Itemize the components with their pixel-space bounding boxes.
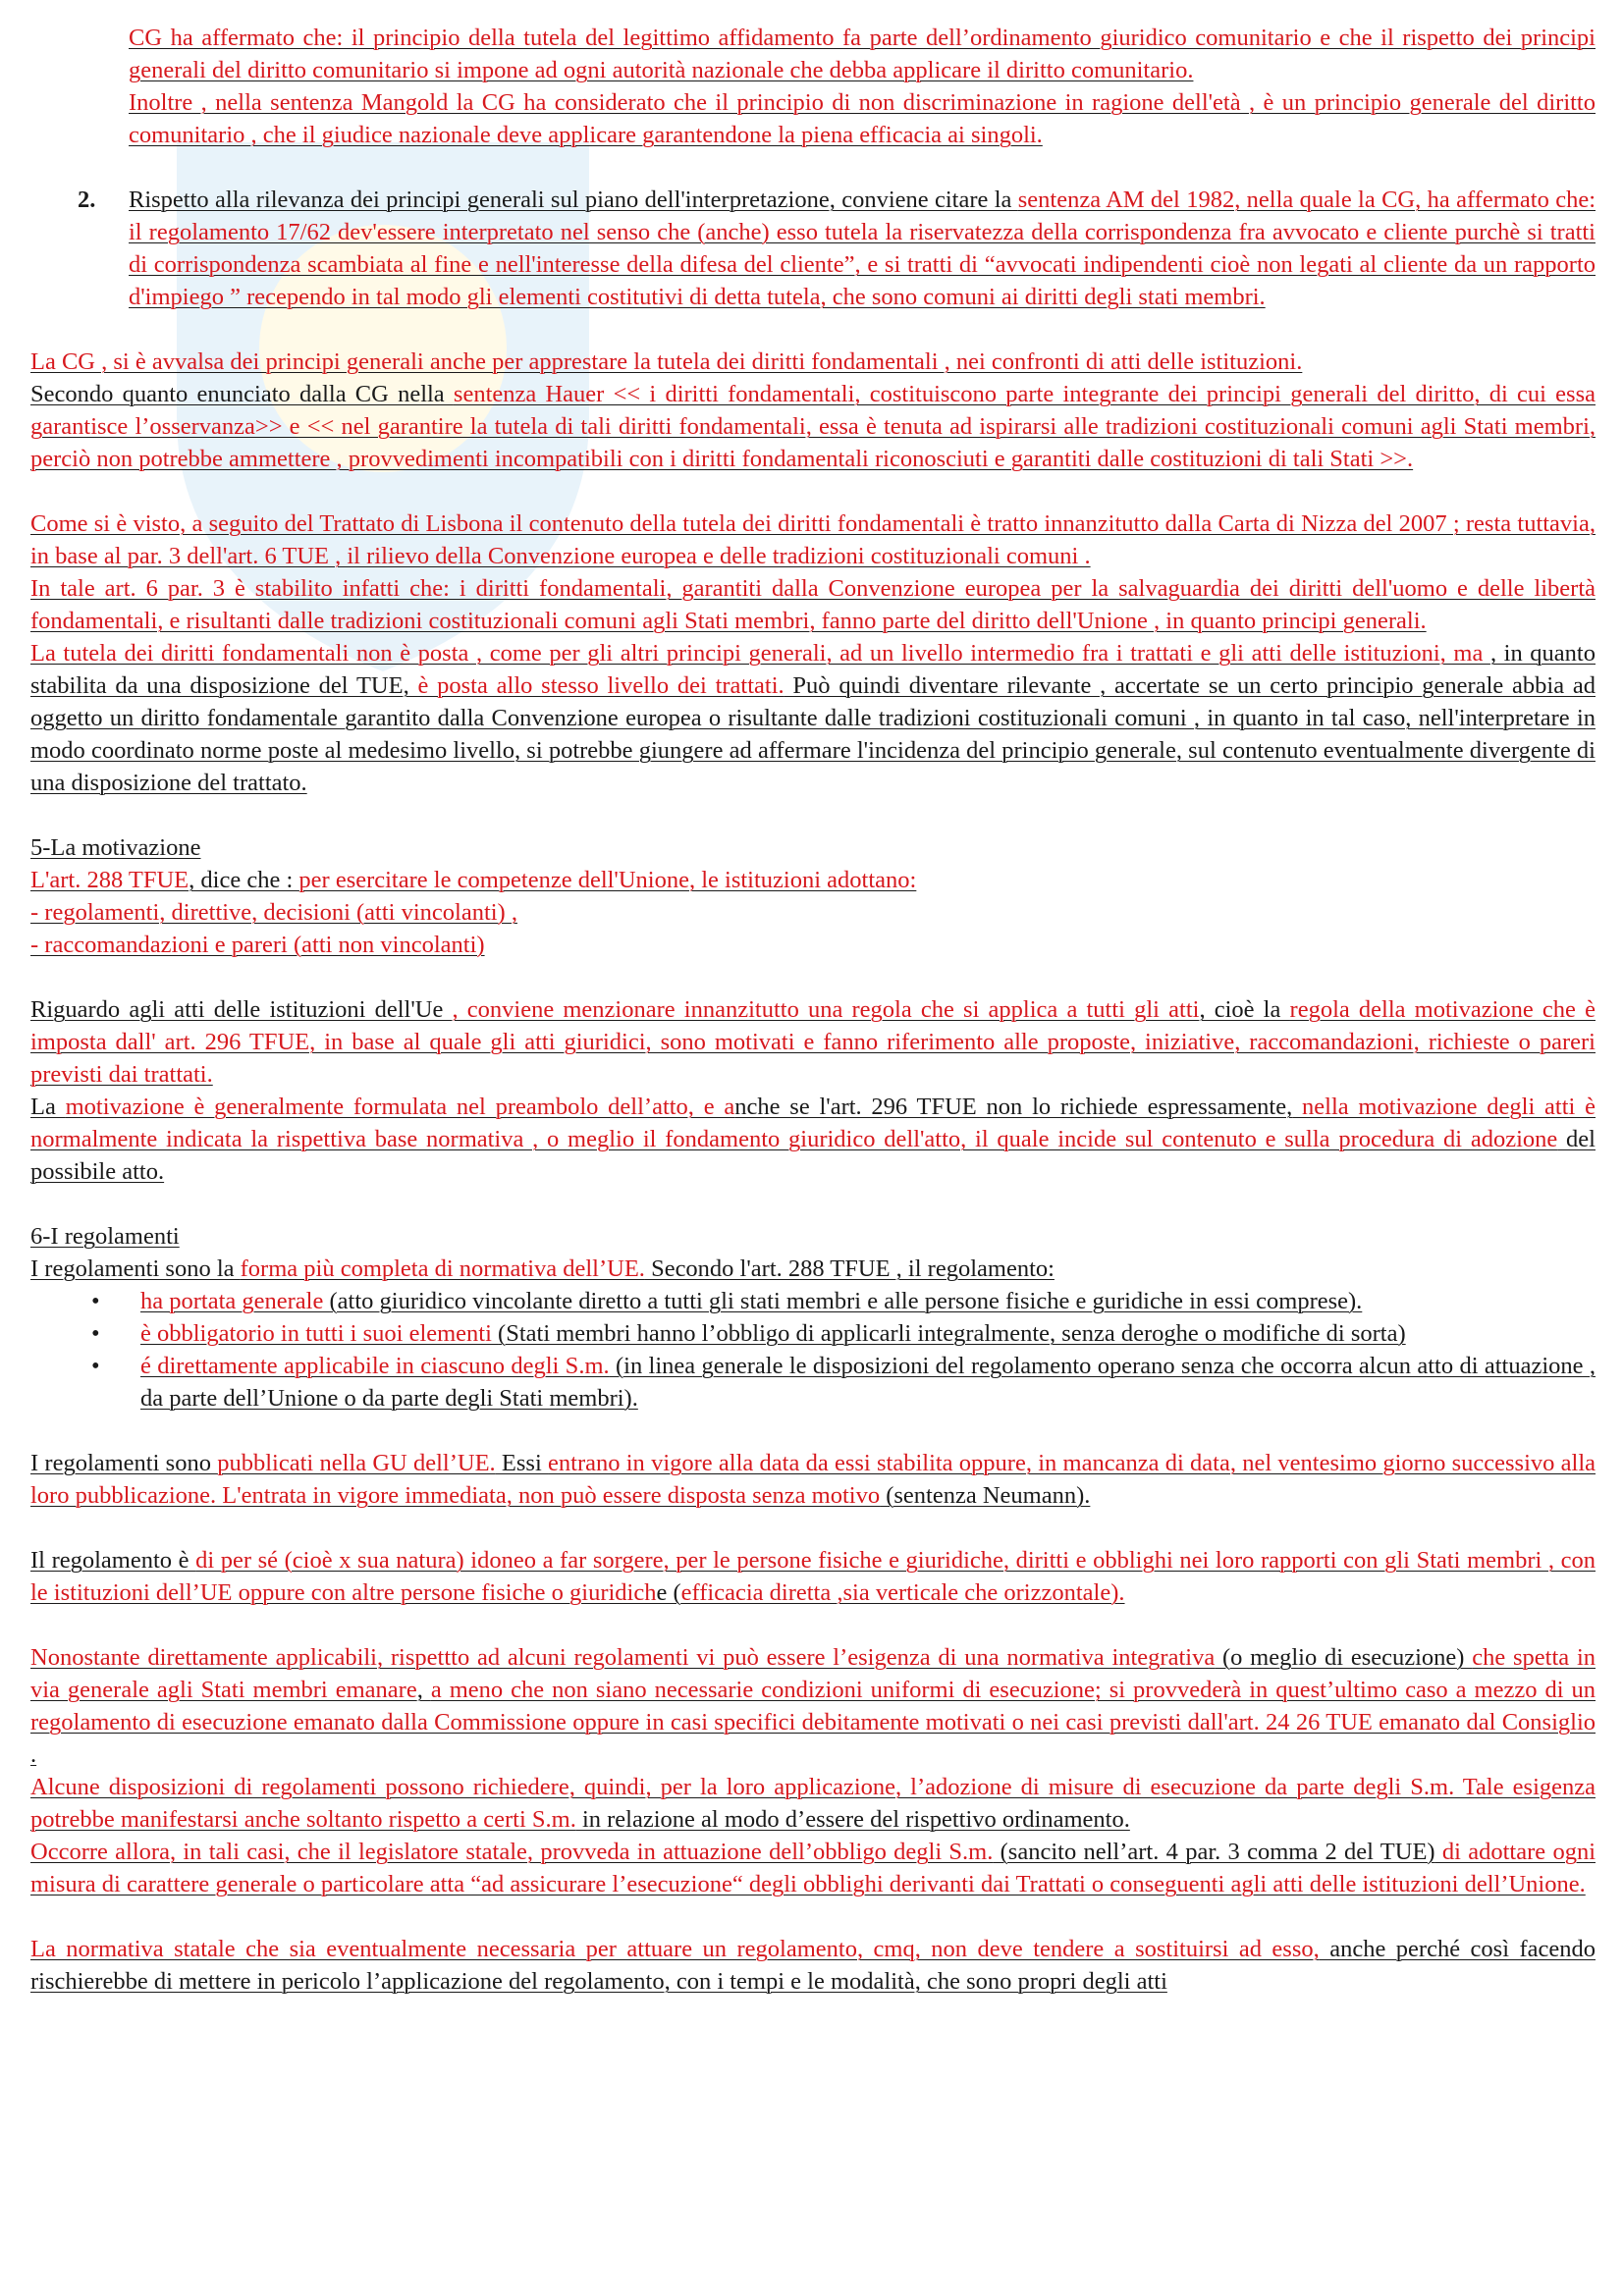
- paragraph-tutela-livello: [30, 637, 1596, 799]
- text-run: - regolamenti, direttive, decisioni (atti vincolanti) ,: [30, 899, 517, 926]
- text-run: a meno che non siano necessarie condizioni uniformi di esecuzione; si provvederà in quest’ultimo caso a mezzo di un regolamento di esecuzione emanato dalla Commissione oppure in casi specifici debitamente motivati o nei casi previsti dall'art. 24 26 TUE emanato dal Consiglio: [30, 1677, 1596, 1735]
- document-page: [30, 22, 1596, 1998]
- text-run: (sentenza Neumann).: [880, 1482, 1091, 1509]
- text-run: anche perché così facendo rischierebbe di mettere in pericolo l’applicazione del regolamento, con i tempi e le modalità, che sono propri degli atti: [30, 1936, 1596, 1995]
- dash-item: [30, 896, 1596, 929]
- text-run: Nonostante direttamente applicabili, rispettto ad alcuni regolamenti vi può essere l’esigenza di una normativa integrativa: [30, 1644, 1216, 1671]
- text-run: Secondo l'art. 288 TFUE , il regolamento:: [644, 1255, 1055, 1282]
- text-run: per esercitare le competenze dell'Unione, le istituzioni adottano:: [298, 867, 917, 893]
- text-run: entrano in vigore alla data da essi stabilita oppure, in mancanza di data, nel ventesimo giorno successivo alla loro pubblicazione. L'entrata in vigore immediata, non può essere disposta senza motivo: [30, 1450, 1596, 1509]
- text-run: L'art. 288 TFUE: [30, 867, 189, 893]
- paragraph-legislatore-statale: [30, 1836, 1596, 1900]
- text-run: efficacia diretta ,sia verticale che orizzontale).: [680, 1579, 1125, 1606]
- paragraph-text: [129, 22, 1596, 86]
- text-run: (in linea generale le disposizioni del regolamento operano senza che occorra alcun atto di attuazione , da parte dell’Unione o da parte degli Stati membri).: [140, 1353, 1596, 1412]
- text-run: (sancito nell’art. 4 par. 3 comma 2 del TUE): [993, 1839, 1435, 1865]
- text-run: La tutela dei diritti fondamentali non è posta , come per gli altri principi generali, ad un livello intermedio fra i trattati e gli atti delle istituzioni, ma: [30, 640, 1490, 667]
- text-run: La normativa statale che sia eventualmente necessaria per attuare un regolamento, cmq, non deve tendere a sostituirsi ad esso,: [30, 1936, 1320, 1962]
- text-run: Può quindi diventare rilevante , accertate se un certo principio generale abbia ad oggetto un diritto fondamentale garantito dalla Convenzione europea o risultante dalle tradizioni costituzionali comuni , in quanto in tal caso, nell'interpretare in modo coordinato norme poste al medesimo livello, si potrebbe giungere ad affermare l'incidenza del principio generale, sul contenuto eventualmente divergente di una disposizione del trattato.: [30, 672, 1596, 796]
- text-run: 5-La motivazione: [30, 834, 201, 861]
- text-run: I regolamenti sono la: [30, 1255, 241, 1282]
- text-run: del possibile atto.: [30, 1126, 1596, 1185]
- bullet-icon: •: [91, 1288, 100, 1314]
- paragraph-motivazione-regola: [30, 993, 1596, 1091]
- text-run: è obbligatorio in tutti i suoi elementi: [140, 1320, 499, 1347]
- text-run: - raccomandazioni e pareri (atti non vincolanti): [30, 932, 485, 958]
- text-run: e (: [656, 1579, 681, 1606]
- paragraph-efficacia: [30, 1544, 1596, 1609]
- paragraph-art288: [30, 864, 1596, 896]
- list-number: 2.: [78, 187, 96, 213]
- text-run: Occorre allora, in tali casi, che il legislatore statale, provveda in attuazione dell’obbligo degli S.m.: [30, 1839, 994, 1865]
- text-run: , cioè la: [1199, 996, 1290, 1023]
- text-run: Il regolamento è: [30, 1547, 196, 1574]
- text-run: CG ha affermato che: il principio della tutela del legittimo affidamento fa parte dell’ordinamento giuridico comunitario e che il rispetto dei principi generali del diritto comunitario si impone ad ogni autorità nazionale che debba applicare il diritto comunitario.: [129, 25, 1596, 83]
- paragraph-regolamenti-intro: [30, 1253, 1596, 1285]
- paragraph-lisbona: [30, 507, 1596, 572]
- text-run: In tale art. 6 par. 3 è stabilito infatti che: i diritti fondamentali, garantiti dalla Convenzione europea per la salvaguardia dei diritti dell'uomo e delle libertà fondamentali, e risultanti dalle tradizioni costituzionali comuni agli Stati membri, fanno parte del diritto dell'Unione , in quanto principi generali.: [30, 575, 1596, 634]
- paragraph-art6: [30, 572, 1596, 637]
- text-run: , conviene menzionare innanzitutto una regola che si applica a tutti gli atti: [452, 996, 1200, 1023]
- text-run: La: [30, 1094, 66, 1120]
- section-heading-regolamenti: [30, 1220, 1596, 1253]
- text-run: forma più completa di normativa dell’UE.: [240, 1255, 645, 1282]
- text-run: Secondo quanto enunciato dalla CG nella: [30, 381, 454, 407]
- paragraph-misure-esecuzione: [30, 1771, 1596, 1836]
- paragraph-text: [129, 86, 1596, 151]
- text-run: motivazione è generalmente formulata nel preambolo dell’atto, e a: [65, 1094, 735, 1120]
- text-run: , in quanto stabilita da una disposizione del TUE,: [30, 640, 1596, 699]
- paragraph-pubblicazione: [30, 1447, 1596, 1512]
- bullet-item: [91, 1285, 1596, 1317]
- text-run: che spetta in via generale agli Stati membri emanare: [30, 1644, 1596, 1703]
- bullet-icon: •: [91, 1353, 100, 1379]
- text-run: ha portata generale: [140, 1288, 330, 1314]
- text-run: Essi: [495, 1450, 549, 1476]
- paragraph-hauer: [30, 378, 1596, 475]
- text-run: Come si è visto, a seguito del Trattato di Lisbona il contenuto della tutela dei diritti fondamentali è tratto innanzitutto dalla Carta di Nizza del 2007 ; resta tuttavia, in base al par. 3 dell'art. 6 TUE , il rilievo della Convenzione europea e delle tradizioni costituzionali comuni .: [30, 510, 1596, 569]
- paragraph-affidamento: [129, 22, 1596, 151]
- bullet-icon: •: [91, 1320, 100, 1347]
- text-run: La CG , si è avvalsa dei principi generali anche per apprestare la tutela dei diritti fondamentali , nei confronti di atti delle istituzioni.: [30, 348, 1303, 375]
- text-run: sentenza Hauer << i diritti fondamentali, costituiscono parte integrante dei principi generali del diritto, di cui essa garantisce l’osservanza>> e << nel garantire la tutela di tali diritti fondamentali, essa è tenuta ad ispirarsi alle tradizioni costituzionali comuni agli Stati membri, perciò non potrebbe ammettere , provvedimenti incompatibili con i diritti fondamentali riconosciuti e garantiti dalle costituzioni di tali Stati >>.: [30, 381, 1596, 472]
- text-run: é direttamente applicabile in ciascuno degli S.m.: [140, 1353, 610, 1379]
- bullet-item: [91, 1350, 1596, 1415]
- text-run: Rispetto alla rilevanza dei principi generali sul piano dell'interpretazione, conviene citare la: [129, 187, 1018, 213]
- dash-item: [30, 929, 1596, 961]
- text-run: Inoltre , nella sentenza Mangold la CG ha considerato che il principio di non discriminazione in ragione dell'età , è un principio generale del diritto comunitario , che il giudice nazionale deve applicare garantendone la piena efficacia ai singoli.: [129, 89, 1596, 148]
- text-run: pubblicati nella GU dell’UE.: [217, 1450, 496, 1476]
- text-run: Riguardo agli atti delle istituzioni dell'Ue: [30, 996, 453, 1023]
- text-run: regola della motivazione che è imposta dall' art. 296 TFUE, in base al quale gli atti giuridici, sono motivati e fanno riferimento alle proposte, iniziative, raccomandazioni, richieste o pareri previsti dai trattati.: [30, 996, 1596, 1088]
- text-run: 6-I regolamenti: [30, 1223, 180, 1250]
- numbered-item-2: [78, 184, 1596, 313]
- text-run: (Stati membri hanno l’obbligo di applicarli integralmente, senza deroghe o modifiche di sorta): [498, 1320, 1406, 1347]
- bullet-list: [30, 1285, 1596, 1415]
- text-run: , dice che :: [189, 867, 299, 893]
- text-run: .: [30, 1741, 37, 1768]
- text-run: (atto giuridico vincolante diretto a tutti gli stati membri e alle persone fisiche e guridiche in essi comprese).: [329, 1288, 1363, 1314]
- text-run: di per sé (cioè x sua natura) idoneo a far sorgere, per le persone fisiche e giuridiche, diritti e obblighi nei loro rapporti con gli Stati membri , con le istituzioni dell’UE oppure con altre persone fisiche o giuridich: [30, 1547, 1596, 1606]
- text-run: Alcune disposizioni di regolamenti possono richiedere, quindi, per la loro applicazione, l’adozione di misure di esecuzione da parte degli S.m. Tale esigenza potrebbe manifestarsi anche soltanto rispetto a certi S.m.: [30, 1774, 1596, 1833]
- text-run: è posta allo stesso livello dei trattati.: [417, 672, 784, 699]
- bullet-item: [91, 1317, 1596, 1350]
- paragraph-motivazione-preambolo: [30, 1091, 1596, 1188]
- section-heading-motivazione: [30, 831, 1596, 864]
- text-run: in relazione al modo d’essere del rispettivo ordinamento.: [575, 1806, 1130, 1833]
- text-run: sentenza AM del 1982, nella quale la CG, ha affermato che: il regolamento 17/62 dev'essere interpretato nel senso che (anche) esso tutela la riservatezza della corrispondenza fra avvocato e cliente purchè si tratti di corrispondenza scambiata al fine e nell'interesse della difesa del cliente”, e si tratti di “avvocati indipendenti cioè non legati al cliente da un rapporto d'impiego ” recependo in tal modo gli elementi costitutivi di detta tutela, che sono comuni ai diritti degli stati membri.: [129, 187, 1596, 310]
- text-run: (o meglio di esecuzione): [1215, 1644, 1473, 1671]
- text-run: nella motivazione degli atti è normalmente indicata la rispettiva base normativa , o meglio il fondamento giuridico dell'atto, il quale incide sul contenuto e sulla procedura di adozione: [30, 1094, 1596, 1152]
- text-run: di adottare ogni misura di carattere generale o particolare atta “ad assicurare l’esecuzione“ degli obblighi derivanti dai Trattati o conseguenti agli atti delle istituzioni dell’Unione.: [30, 1839, 1596, 1897]
- paragraph-cg-principi: [30, 346, 1596, 378]
- paragraph-normativa-integrativa: [30, 1641, 1596, 1771]
- text-run: I regolamenti sono: [30, 1450, 218, 1476]
- paragraph-normativa-statale: [30, 1933, 1596, 1998]
- text-run: ,: [416, 1677, 431, 1703]
- text-run: nche se l'art. 296 TFUE non lo richiede espressamente,: [734, 1094, 1293, 1120]
